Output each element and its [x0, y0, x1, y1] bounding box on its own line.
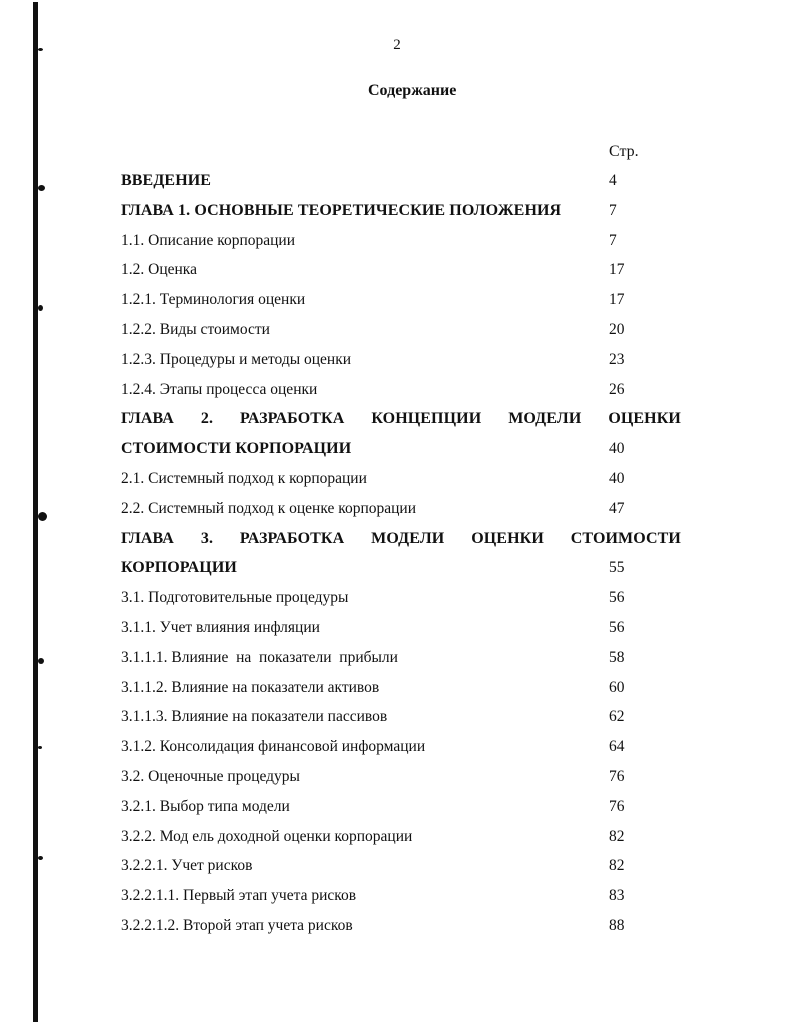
word: СТОИМОСТИ [570, 529, 681, 547]
toc-entry [121, 436, 681, 466]
toc-entry [121, 764, 681, 794]
toc-entry [121, 466, 681, 496]
toc-entry [121, 615, 681, 645]
toc-entry-label: 1.2.2. Виды стоимости [121, 320, 270, 338]
toc-entry-label: 3.2.2.1.1. Первый этап учета рисков [121, 887, 357, 905]
toc-entry-page: 82 [609, 827, 625, 845]
toc-entry-page: 23 [609, 350, 625, 368]
toc-entry-label: 1.2.4. Этапы процесса оценки [121, 380, 318, 398]
scan-speck [38, 305, 43, 311]
page-title: Содержание [368, 82, 457, 99]
table-of-contents [121, 168, 681, 943]
toc-entry [121, 496, 681, 526]
word: КОНЦЕПЦИИ [371, 410, 482, 428]
toc-entry-page: 40 [609, 440, 625, 458]
toc-entry-page: 7 [609, 201, 617, 219]
toc-entry-page: 76 [609, 767, 625, 785]
toc-entry-label [121, 410, 681, 428]
toc-entry [121, 645, 681, 675]
scan-speck [38, 658, 44, 664]
page-number: 2 [393, 37, 401, 53]
toc-entry-label: 3.2.2.1. Учет рисков [121, 857, 253, 875]
toc-entry-page: 17 [609, 291, 625, 309]
toc-entry [121, 913, 681, 943]
toc-entry-label: СТОИМОСТИ КОРПОРАЦИИ [121, 440, 352, 458]
toc-entry-label: 3.1.2. Консолидация финансовой информации [121, 738, 426, 756]
word: РАЗРАБОТКА [240, 410, 345, 428]
toc-entry-page: 64 [609, 738, 625, 756]
toc-entry-page: 17 [609, 261, 625, 279]
scan-border-line [33, 2, 38, 1022]
page-column-header: Стр. [609, 143, 639, 160]
toc-entry-page: 82 [609, 857, 625, 875]
word: ГЛАВА [121, 529, 174, 547]
toc-entry [121, 526, 681, 556]
toc-entry [121, 406, 681, 436]
toc-entry [121, 347, 681, 377]
toc-entry [121, 794, 681, 824]
toc-entry-page: 88 [609, 916, 625, 934]
scan-speck [38, 512, 47, 521]
toc-entry-label: 1.2. Оценка [121, 261, 197, 279]
toc-entry-page: 83 [609, 887, 625, 905]
toc-entry [121, 675, 681, 705]
toc-entry-label: 1.1. Описание корпорации [121, 231, 296, 249]
toc-entry-label: 3.1.1.1. Влияние на показатели прибыли [121, 648, 398, 666]
scan-speck [38, 746, 42, 749]
toc-entry-page: 62 [609, 708, 625, 726]
toc-entry [121, 555, 681, 585]
toc-entry [121, 377, 681, 407]
toc-entry-page: 47 [609, 499, 625, 517]
toc-entry-page: 26 [609, 380, 625, 398]
toc-entry-label [121, 530, 681, 548]
toc-entry-page: 76 [609, 797, 625, 815]
toc-entry-label: 1.2.1. Терминология оценки [121, 291, 306, 309]
toc-entry [121, 704, 681, 734]
toc-entry-page: 40 [609, 469, 625, 487]
toc-entry-label: ГЛАВА 1. ОСНОВНЫЕ ТЕОРЕТИЧЕСКИЕ ПОЛОЖЕНИЯ [121, 201, 562, 219]
word: ГЛАВА [121, 410, 174, 428]
word: 3. [200, 529, 214, 547]
scan-speck [38, 185, 45, 191]
toc-entry [121, 228, 681, 258]
toc-entry-label: 3.2.2.1.2. Второй этап учета рисков [121, 916, 353, 934]
toc-entry [121, 585, 681, 615]
toc-entry-page: 56 [609, 589, 625, 607]
toc-entry-label: 2.1. Системный подход к корпорации [121, 469, 367, 487]
word: 2. [200, 410, 214, 428]
toc-entry-page: 55 [609, 559, 625, 577]
toc-entry [121, 317, 681, 347]
toc-entry-page: 7 [609, 231, 617, 249]
toc-entry [121, 168, 681, 198]
toc-entry-page: 58 [609, 648, 625, 666]
toc-entry-label: 3.2.2. Мод ель доходной оценки корпорации [121, 827, 413, 845]
toc-entry-label: 3.1.1.2. Влияние на показатели активов [121, 678, 380, 696]
toc-entry [121, 198, 681, 228]
toc-entry-label: ВВЕДЕНИЕ [121, 172, 212, 189]
scan-speck [38, 856, 43, 860]
toc-entry [121, 287, 681, 317]
toc-entry [121, 257, 681, 287]
toc-entry [121, 853, 681, 883]
toc-entry-page: 20 [609, 320, 625, 338]
word: МОДЕЛИ [508, 410, 582, 428]
word: РАЗРАБОТКА [239, 529, 345, 547]
toc-entry-page: 56 [609, 618, 625, 636]
toc-entry-label: 3.2. Оценочные процедуры [121, 767, 300, 785]
toc-entry-label: 3.2.1. Выбор типа модели [121, 797, 290, 815]
word: ОЦЕНКИ [471, 529, 544, 547]
word: ОЦЕНКИ [608, 410, 681, 428]
toc-entry-label: 2.2. Системный подход к оценке корпорации [121, 499, 417, 517]
toc-entry [121, 883, 681, 913]
toc-entry [121, 734, 681, 764]
toc-entry-page: 4 [609, 172, 617, 189]
toc-entry-label: 1.2.3. Процедуры и методы оценки [121, 350, 352, 368]
toc-entry-label: 3.1.1.3. Влияние на показатели пассивов [121, 708, 388, 726]
toc-entry-label: 3.1.1. Учет влияния инфляции [121, 618, 320, 636]
toc-entry-label: 3.1. Подготовительные процедуры [121, 589, 349, 607]
word: МОДЕЛИ [371, 529, 445, 547]
toc-entry-page: 60 [609, 678, 625, 696]
toc-entry [121, 824, 681, 854]
toc-entry-label: КОРПОРАЦИИ [121, 559, 237, 577]
